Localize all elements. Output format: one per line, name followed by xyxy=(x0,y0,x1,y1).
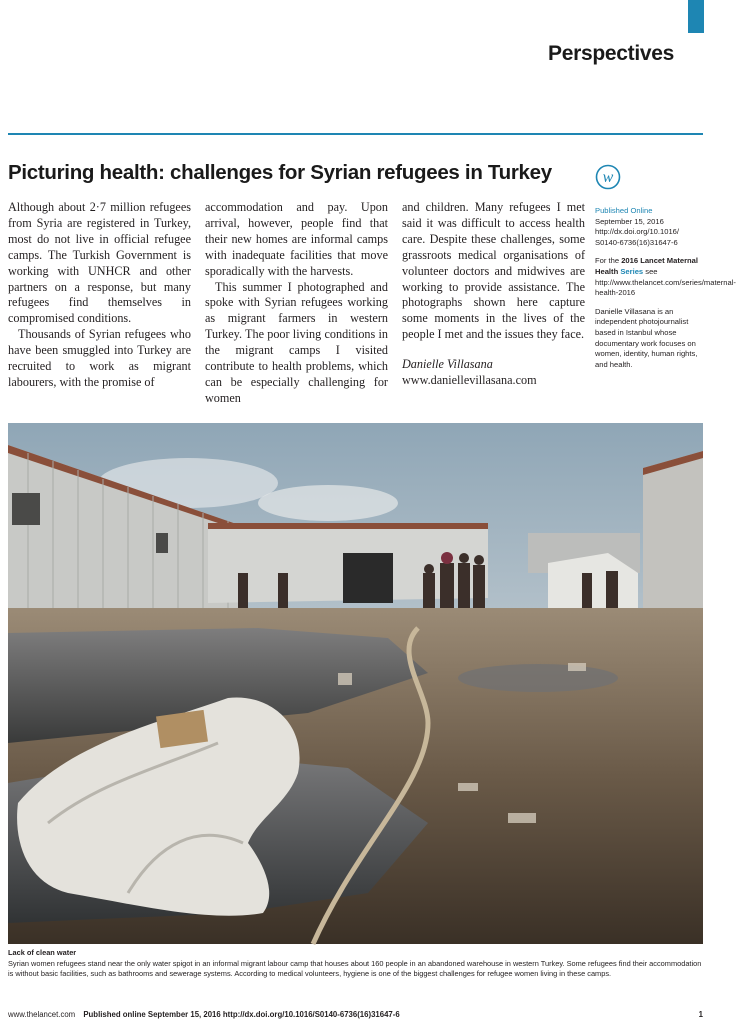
article-column-1 xyxy=(8,200,191,391)
series-word: Series xyxy=(620,266,644,276)
published-label: Published Online xyxy=(595,206,653,215)
section-title: Perspectives xyxy=(548,42,674,65)
series-name: 2016 Lancet Maternal Health xyxy=(595,256,699,276)
author-bio: Danielle Villasana is an independent photojournalist based in Istanbul whose documentary work focuses on women, identity, human rights, and health. xyxy=(595,306,698,369)
article-column-3 xyxy=(402,200,585,389)
doi-link[interactable]: http://dx.doi.org/10.1016/ xyxy=(595,227,680,237)
author-url[interactable]: www.daniellevillasana.com xyxy=(402,373,537,388)
footer-doi[interactable]: http://dx.doi.org/10.1016/S0140-6736(16)31647-6 xyxy=(222,1010,400,1019)
page-footer xyxy=(8,1010,703,1019)
accent-bar xyxy=(688,0,704,33)
caption-title: Lack of clean water xyxy=(8,948,77,957)
article-title: Picturing health: challenges for Syrian refugees in Turkey xyxy=(8,161,552,184)
published-date: September 15, 2016 xyxy=(595,216,664,226)
publication-info xyxy=(595,206,703,248)
series-prefix: For the xyxy=(595,256,620,266)
article-column-2 xyxy=(205,200,388,407)
body-paragraph: Although about 2·7 million refugees from Syria are registered in Turkey, most do not live in official refugee camps. The Turkish Government is working with UNHCR and other partners on a response, but many refugees find themselves in compromised conditions. xyxy=(8,200,191,326)
photo-caption xyxy=(8,948,703,980)
author-name: Danielle Villasana xyxy=(402,357,493,372)
section-rule xyxy=(8,133,703,135)
svg-text:w: w xyxy=(602,169,614,186)
footer-published: Published online September 15, 2016 xyxy=(83,1010,221,1019)
body-paragraph: This summer I photographed and spoke with Syrian refugees working as migrant farmers in western Turkey. The poor living conditions in the migrant camps I visited contribute to health problems, which can be especially challenging for women xyxy=(205,279,388,405)
web-first-icon xyxy=(595,164,621,190)
footer-site[interactable]: www.thelancet.com xyxy=(8,1010,76,1019)
caption-text: Syrian women refugees stand near the only water spigot in an informal migrant labour camp that houses about 160 people in an abandoned warehouse in western Turkey. Some refugees find their accommodation is without basic facilities, such as bathrooms and sewerage systems. According to medical volunteers, hygiene is one of the biggest challenges for refugee women living in these camps. xyxy=(8,958,702,978)
refugee-camp-photo xyxy=(8,423,703,944)
series-link[interactable]: see http://www.thelancet.com/series/maternal-health-2016 xyxy=(595,266,736,298)
body-paragraph: and children. Many refugees I met said it was difficult to access health care. Despite these challenges, some grassroots medical organisations of volunteer doctors and midwives are working to provide assistance. The photographs shown here capture some moments in the lives of the people I met and the issues they face. xyxy=(402,200,585,342)
series-info xyxy=(595,256,736,298)
sidebar xyxy=(595,206,736,378)
page-number: 1 xyxy=(698,1010,703,1019)
doi-link-cont[interactable]: S0140-6736(16)31647-6 xyxy=(595,237,678,247)
body-paragraph: accommodation and pay. Upon arrival, however, people find that their new homes are informal camps with inadequate facilities that move sporadically with the harvests. xyxy=(205,200,388,278)
body-paragraph: Thousands of Syrian refugees who have been smuggled into Turkey are recruited to work as migrant labourers, with the promise of xyxy=(8,327,191,389)
